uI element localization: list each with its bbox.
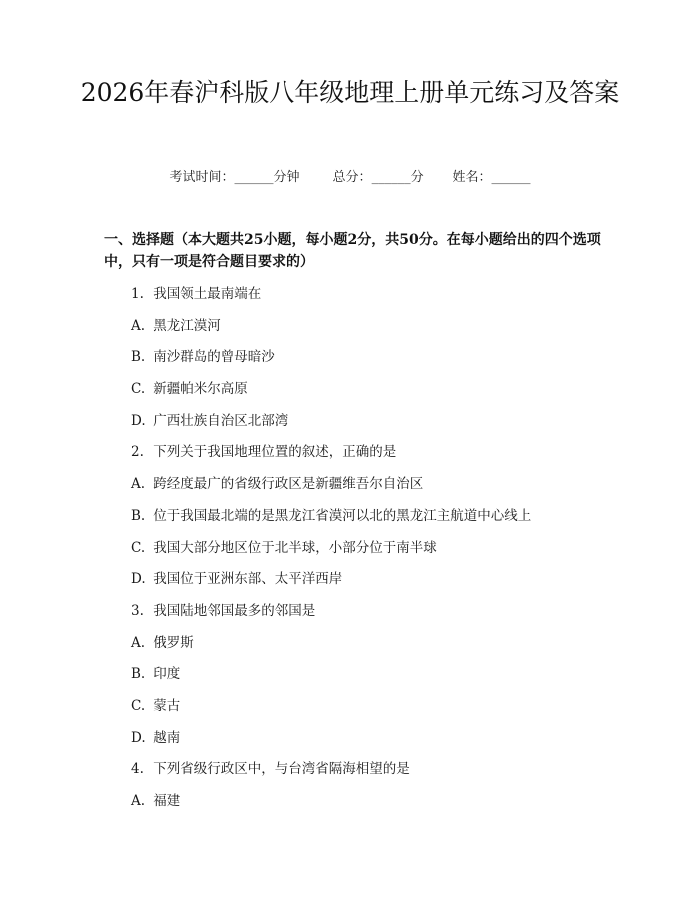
item-text: 跨经度最广的省级行政区是新疆维吾尔自治区 <box>153 476 424 493</box>
option-item <box>131 659 611 691</box>
question-item <box>131 754 611 786</box>
item-text: 我国领土最南端在 <box>153 286 262 302</box>
item-marker: D. <box>131 729 146 746</box>
option-item <box>131 374 611 406</box>
exam-name-blank: ______ <box>491 170 531 185</box>
item-marker: C. <box>131 381 146 398</box>
item-text: 广西壮族自治区北部湾 <box>153 412 289 429</box>
item-text: 下列省级行政区中，与台湾省隔海相望的是 <box>153 761 410 778</box>
exam-time-label: 考试时间： <box>169 170 235 185</box>
item-text: 位于我国最北端的是黑龙江省漠河以北的黑龙江主航道中心线上 <box>153 507 532 524</box>
item-text: 我国位于亚洲东部、太平洋西岸 <box>153 571 343 588</box>
item-marker: A. <box>131 634 146 651</box>
item-marker: 2. <box>131 444 144 461</box>
option-item <box>131 786 611 818</box>
option-item <box>131 723 611 755</box>
exam-name-label: 姓名： <box>452 170 492 185</box>
item-text: 蒙古 <box>153 697 181 714</box>
section-heading: 一、选择题（本大题共25小题，每小题2分，共50分。在每小题给出的四个选项中，只有一项是符合题目要求的） <box>104 232 601 270</box>
item-marker: D. <box>131 571 146 588</box>
exam-score-unit: 分 <box>410 170 424 185</box>
item-marker: A. <box>131 793 146 809</box>
option-item <box>131 533 611 565</box>
option-item <box>131 311 611 343</box>
option-item <box>131 469 611 501</box>
item-marker: A. <box>131 317 146 334</box>
question-item <box>131 279 611 311</box>
item-text: 我国大部分地区位于北半球，小部分位于南半球 <box>153 539 437 556</box>
question-item <box>131 437 611 469</box>
item-text: 越南 <box>153 729 181 746</box>
item-marker: B. <box>131 666 146 683</box>
option-item <box>131 406 611 438</box>
exam-time-blank: ______ <box>234 170 274 185</box>
option-item <box>131 564 611 596</box>
option-item <box>131 342 611 374</box>
option-item <box>131 628 611 660</box>
item-text: 我国陆地邻国最多的邻国是 <box>153 602 316 619</box>
item-marker: B. <box>131 507 146 524</box>
item-marker: A. <box>131 476 146 493</box>
exam-score-blank: ______ <box>371 170 411 185</box>
item-text: 下列关于我国地理位置的叙述，正确的是 <box>153 444 397 461</box>
item-marker: 4. <box>131 761 144 778</box>
exam-time-unit: 分钟 <box>273 170 300 185</box>
item-text: 新疆帕米尔高原 <box>153 381 248 398</box>
option-item <box>131 501 611 533</box>
item-text: 印度 <box>153 666 181 683</box>
item-marker: B. <box>131 349 146 366</box>
item-marker: D. <box>131 412 146 429</box>
document-title: 2026年春沪科版八年级地理上册单元练习及答案 <box>80 78 620 107</box>
exam-score-label: 总分： <box>332 170 372 185</box>
item-text: 黑龙江漠河 <box>153 317 221 334</box>
item-marker: 1. <box>131 286 144 302</box>
item-text: 俄罗斯 <box>153 634 194 651</box>
item-marker: 3. <box>131 602 144 619</box>
option-item <box>131 691 611 723</box>
item-text: 福建 <box>153 793 181 809</box>
question-item <box>131 596 611 628</box>
question-list <box>131 279 611 818</box>
item-marker: C. <box>131 539 146 556</box>
item-text: 南沙群岛的曾母暗沙 <box>153 349 275 366</box>
exam-info-line <box>0 166 700 185</box>
item-marker: C. <box>131 697 146 714</box>
